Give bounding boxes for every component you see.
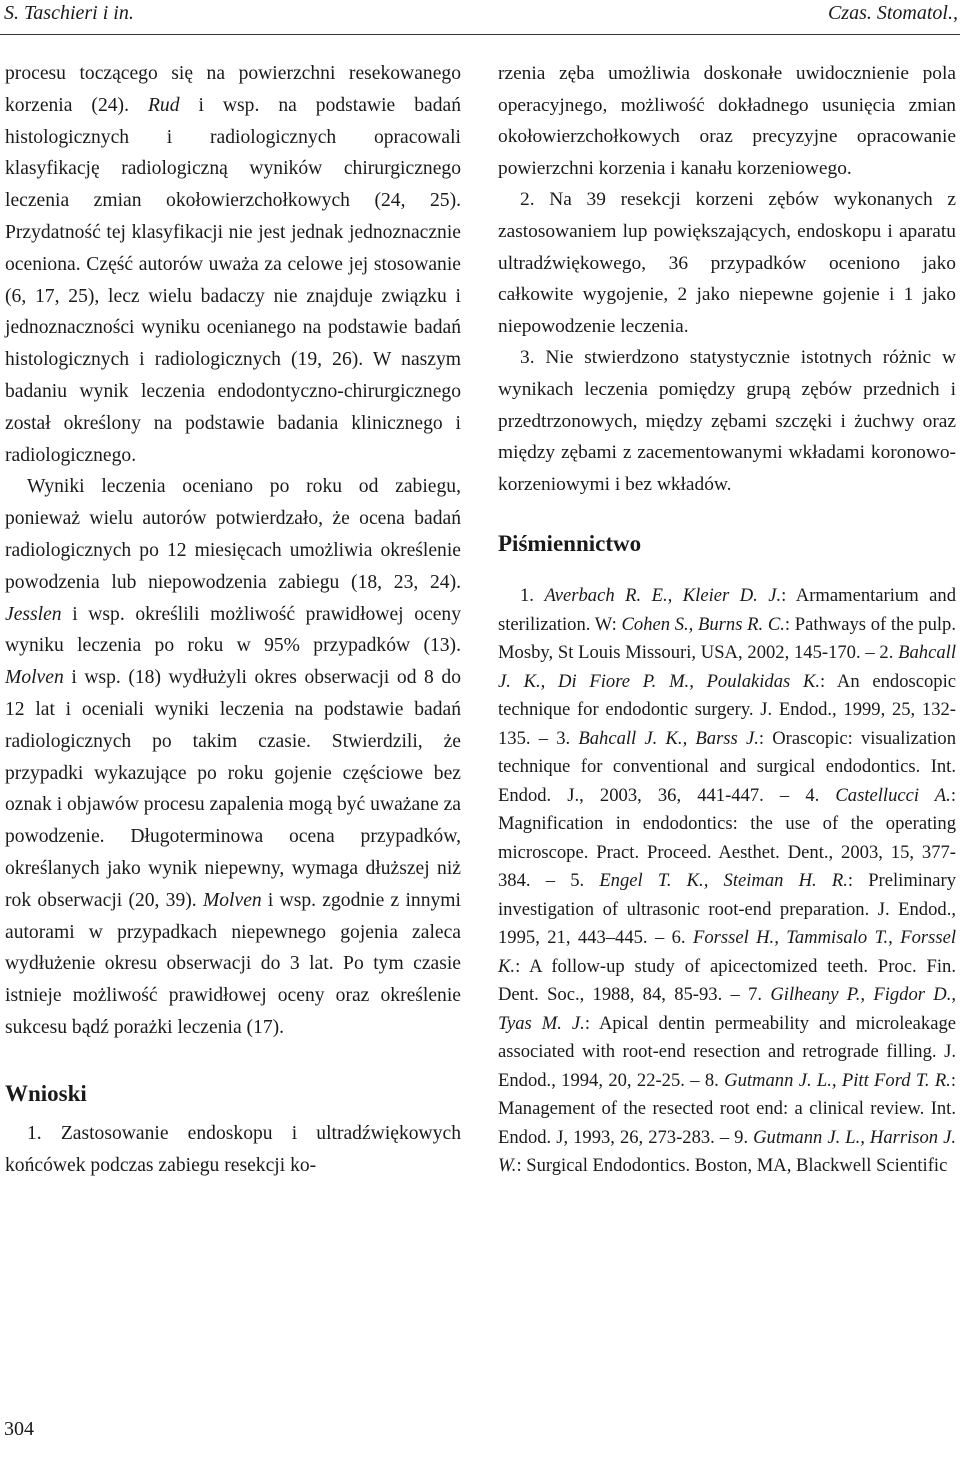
- author-name: Rud: [147, 94, 180, 116]
- reference-list: 1. Averbach R. E., Kleier D. J.: Armamentarium and sterilization. W: Cohen S., Burns R. C.: Pathways of the pulp. Mosby, St Louis Missouri, USA, 2002, 145-170. – 2. Bahcall J. K., Di Fiore P. M., Poulakidas K.: An endoscopic technique for endodontic surgery. J. Endod., 1999, 25, 132-135. – 3. Bahcall J. K., Barss J.: Orascopic: visualization technique for conventional and surgical endodontics. Int. Endod. J., 2003, 36, 441-447. – 4. Castellucci A.: Magnification in endodontics: the use of the operating microscope. Pract. Proceed. Aesthet. Dent., 2003, 15, 377-384. – 5. Engel T. K., Steiman H. R.: Preliminary investigation of ultrasonic root-end preparation. J. Endod., 1995, 21, 443–445. – 6. Forssel H., Tammisalo T., Forssel K.: A follow-up study of apicectomized teeth. Proc. Fin. Dent. Soc., 1988, 84, 85-93. – 7. Gilheany P., Figdor D., Tyas M. J.: Apical dentin permeability and microleakage associated with root-end resection and retrograde filling. J. Endod., 1994, 20, 22-25. – 8. Gutmann J. L., Pitt Ford T. R.: Management of the resected root end: a clinical review. Int. Endod. J, 1993, 26, 273-283. – 9. Gutmann J. L., Harrison J. W.: Surgical Endodontics. Boston, MA, Blackwell Scientific: [498, 585, 957, 1177]
- author-name: Molven: [202, 889, 262, 911]
- author-name: Molven: [5, 667, 64, 689]
- conclusion-2: 2. Na 39 resekcji korzeni zębów wykonanych z zastosowaniem lup powiększających, endoskopu i aparatu ultradźwiękowego, 36 przypadków oceniono jako całkowite wygojenie, 2 jako niepewne gojenie i 1 jako niepowodzenie leczenia.: [498, 189, 956, 337]
- header-journal: Czas. Stomatol.,: [827, 2, 958, 24]
- header-rule: [0, 34, 960, 35]
- conclusion-1-continued: rzenia zęba umożliwia doskonałe uwidocznienie pola operacyjnego, możliwość dokładnego usunięcia zmian okołowierzchołkowych oraz precyzyjne opracowanie powierzchni korzenia i kanału korzeniowego.: [498, 63, 956, 179]
- author-name: Jesslen: [5, 603, 62, 625]
- paragraph-discussion-2: Wyniki leczenia oceniano po roku od zabiegu, ponieważ wielu autorów potwierdzało, że ocena badań radiologicznych po 12 miesięcach umożliwia określenie powodzenia lub niepowodzenia zabiegu (18, 23, 24). Jesslen i wsp. określili możliwość prawidłowej oceny wyniku leczenia po roku w 95% przypadków (13). Molven i wsp. (18) wydłużyli okres obserwacji od 8 do 12 lat i oceniali wyniki leczenia na podstawie badań radiologicznych po takim czasie. Stwierdzili, że przypadki wykazujące po roku gojenie częściowe bez oznak i objawów procesu zapalenia mogą być uważane za powodzenie. Długoterminowa ocena przypadków, określanych jako wynik niepewny, wymaga dłuższej niż rok obserwacji (20, 39). Molven i wsp. zgodnie z innymi autorami w przypadkach niepewnego gojenia zaleca wydłużenie okresu obserwacji do 3 lat. Po tym czasie istnieje możliwość prawidłowej oceny oraz określenie sukcesu bądź porażki leczenia (17).: [5, 476, 461, 1038]
- header-authors: S. Taschieri i in.: [4, 2, 134, 24]
- section-title-references: Piśmiennictwo: [498, 531, 642, 557]
- conclusion-1: 1. Zastosowanie endoskopu i ultradźwiękowych końcówek podczas zabiegu resekcji ko-: [5, 1122, 461, 1176]
- conclusion-3: 3. Nie stwierdzono statystycznie istotnych różnic w wynikach leczenia pomiędzy grupą zębów przednich i przedtrzonowych, między zębami szczęki i żuchwy oraz między zębami z zacementowanymi wkładami koronowo-korzeniowymi i bez wkładów.: [498, 347, 956, 495]
- section-title-conclusions: Wnioski: [5, 1080, 87, 1106]
- left-column: [5, 58, 461, 1181]
- right-column: [498, 58, 956, 1181]
- running-header: [0, 2, 960, 32]
- paragraph-discussion-1: procesu toczącego się na powierzchni resekowanego korzenia (24). Rud i wsp. na podstawie badań histologicznych i radiologicznych opracowali klasyfikację radiologiczną wyników chirurgicznego leczenia zmian okołowierzchołkowych (24, 25). Przydatność tej klasyfikacji nie jest jednak jednoznacznie oceniona. Część autorów uważa za celowe jej stosowanie (6, 17, 25), lecz wielu badaczy nie znajduje związku i jednoznaczności wyniku ocenianego na podstawie badań histologicznych i radiologicznych (19, 26). W naszym badaniu wynik leczenia endodontyczno-chirurgicznego został określony na podstawie badania klinicznego i radiologicznego.: [5, 63, 461, 466]
- page-number: 304: [4, 1418, 34, 1440]
